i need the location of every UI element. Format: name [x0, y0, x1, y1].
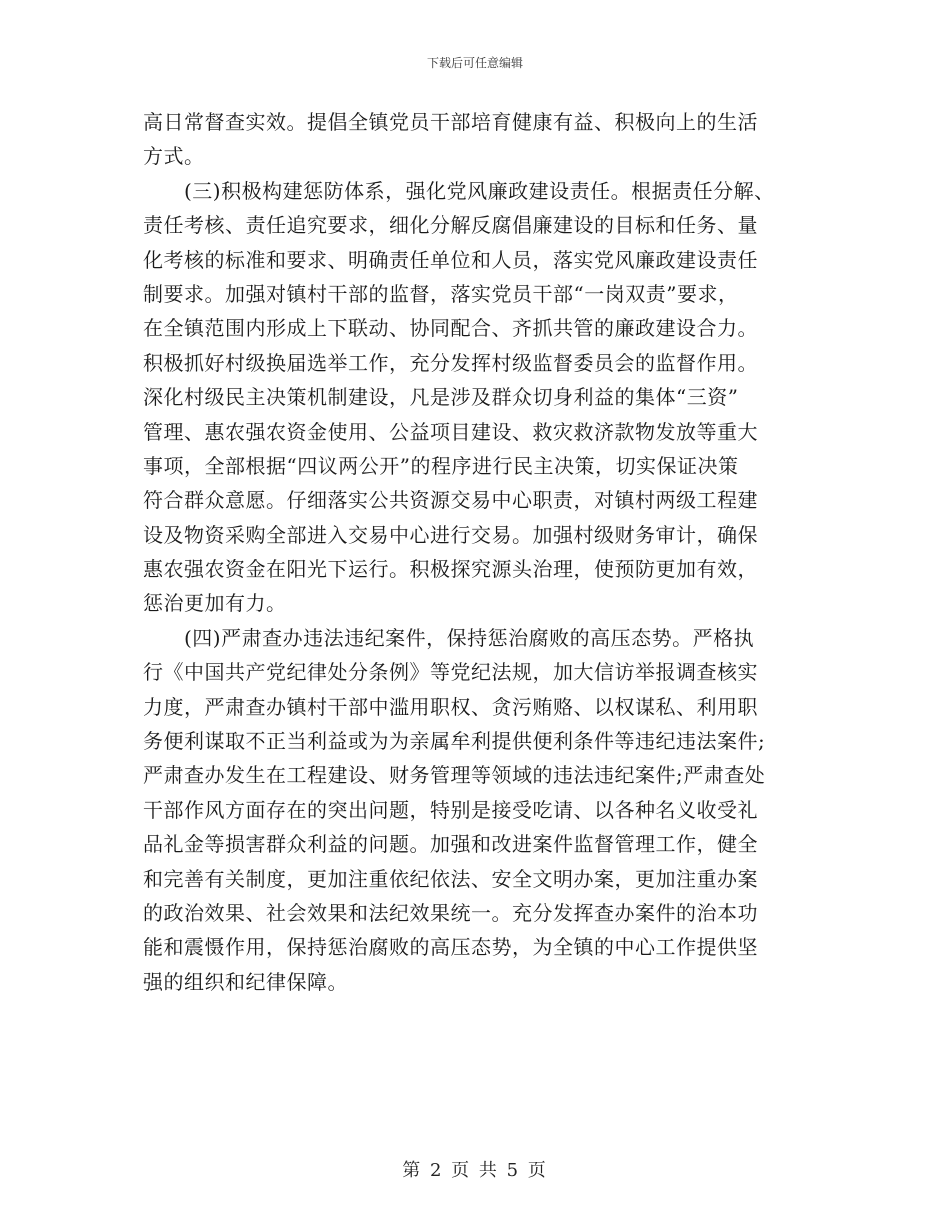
text-line: (四)严肃查办违法违纪案件，保持惩治腐败的高压态势。严格执	[143, 625, 755, 650]
text-line: 高日常督查实效。提倡全镇党员干部培育健康有益、积极向上的生活	[143, 110, 758, 134]
text-line: 设及物资采购全部进入交易中心进行交易。加强村级财务审计，确保	[143, 522, 758, 547]
text-line: 干部作风方面存在的突出问题，特别是接受吃请、以各种名义收受礼	[143, 797, 758, 822]
text-line: 能和震慑作用，保持惩治腐败的高压态势，为全镇的中心工作提供坚	[143, 935, 758, 960]
text-line: 积极抓好村级换届选举工作，充分发挥村级监督委员会的监督作用。	[143, 350, 758, 375]
text-line: 惠农强农资金在阳光下运行。积极探究源头治理，使预防更加有效，	[143, 557, 758, 582]
text-line: 行《中国共产党纪律处分条例》等党纪法规，加大信访举报调查核实	[143, 660, 758, 685]
text-line: 品礼金等损害群众利益的问题。加强和改进案件监督管理工作，健全	[143, 832, 758, 857]
text-line: 严肃查办发生在工程建设、财务管理等领域的违法违纪案件;严肃查处	[143, 763, 766, 788]
text-line: 强的组织和纪律保障。	[143, 969, 348, 994]
body-text	[143, 105, 813, 999]
text-line: 符合群众意愿。仔细落实公共资源交易中心职责，对镇村两级工程建	[143, 488, 758, 513]
text-line: 方式。	[143, 144, 205, 169]
text-line: 责任考核、责任追究要求，细化分解反腐倡廉建设的目标和任务、量	[143, 213, 758, 238]
text-line: 深化村级民主决策机制建设，凡是涉及群众切身利益的集体“三资”	[143, 385, 739, 410]
text-line: 务便利谋取不正当利益或为为亲属牟利提供便利条件等违纪违法案件;	[143, 729, 766, 754]
text-line: 化考核的标准和要求、明确责任单位和人员，落实党风廉政建设责任	[143, 247, 758, 272]
text-line: 力度，严肃查办镇村干部中滥用职权、贪污贿赂、以权谋私、利用职	[143, 694, 758, 719]
text-line: 在全镇范围内形成上下联动、协同配合、齐抓共管的廉政建设合力。	[143, 316, 758, 341]
text-line: 事项，全部根据“四议两公开”的程序进行民主决策，切实保证决策	[143, 453, 739, 478]
text-line: (三)积极构建惩防体系，强化党风廉政建设责任。根据责任分解、	[143, 178, 775, 203]
text-line: 和完善有关制度，更加注重依纪依法、安全文明办案，更加注重办案	[143, 866, 758, 891]
text-line: 管理、惠农强农资金使用、公益项目建设、救灾救济款物发放等重大	[143, 419, 758, 444]
page-header: 下载后可任意编辑	[426, 56, 523, 70]
text-line: 惩治更加有力。	[143, 591, 287, 616]
text-line: 的政治效果、社会效果和法纪效果统一。充分发挥查办案件的治本功	[143, 900, 758, 925]
page-number-footer: 第 2 页 共 5 页	[402, 1160, 548, 1181]
text-line: 制要求。加强对镇村干部的监督，落实党员干部“一岗双责”要求，	[143, 281, 739, 306]
